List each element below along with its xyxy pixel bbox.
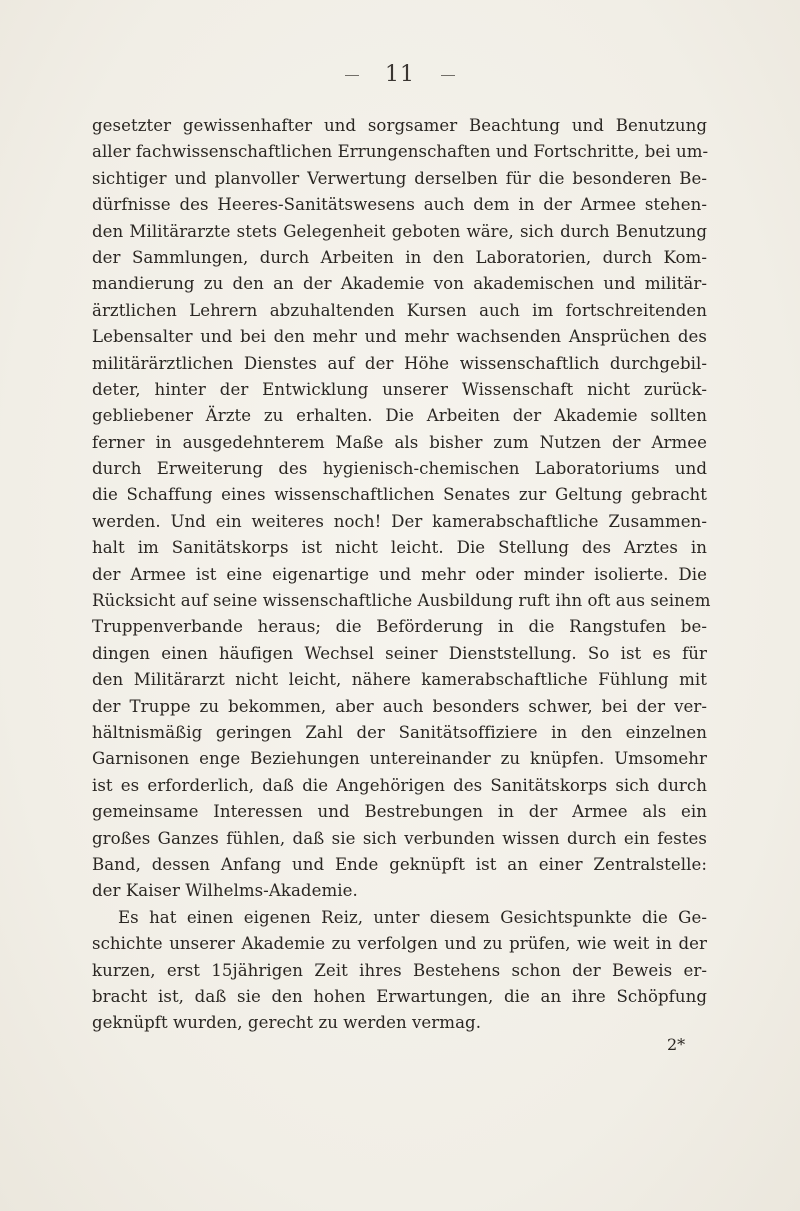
- paragraph-1: [92, 113, 711, 905]
- text-line: aller fachwissenschaftlichen Errungenschaften und Fortschritte, bei um-: [92, 142, 709, 162]
- text-line: dürfnisse des Heeres-Sanitätswesens auch dem in der Armee stehen-: [92, 195, 707, 215]
- text-line: Band, dessen Anfang und Ende geknüpft ist an einer Zentralstelle:: [92, 854, 707, 874]
- text-line: den Militärarzt nicht leicht, nähere kamerabschaftliche Fühlung mit: [92, 670, 707, 690]
- text-line: werden. Und ein weiteres noch! Der kamerabschaftliche Zusammen-: [92, 511, 707, 531]
- paragraph-2: [92, 905, 707, 1037]
- text-line: Truppenverbande heraus; die Beförderung in die Rangstufen be-: [92, 617, 707, 637]
- text-line: halt im Sanitätskorps ist nicht leicht. Die Stellung des Arztes in: [92, 538, 707, 558]
- text-line: Garnisonen enge Beziehungen untereinander zu knüpfen. Umsomehr: [92, 749, 707, 769]
- text-line: geknüpft wurden, gerecht zu werden vermag.: [92, 1013, 482, 1033]
- text-line: bracht ist, daß sie den hohen Erwartungen, die an ihre Schöpfung: [92, 986, 707, 1006]
- text-line: schichte unserer Akademie zu verfolgen und zu prüfen, wie weit in der: [92, 934, 707, 954]
- text-line: den Militärarzte stets Gelegenheit geboten wäre, sich durch Benutzung: [92, 221, 707, 241]
- text-line: mandierung zu den an der Akademie von akademischen und militär-: [92, 274, 707, 294]
- text-line: der Sammlungen, durch Arbeiten in den Laboratorien, durch Kom-: [92, 247, 707, 267]
- header-dash-left: [345, 75, 359, 76]
- text-line: ferner in ausgedehnterem Maße als bisher zum Nutzen der Armee: [92, 432, 707, 452]
- text-line: Rücksicht auf seine wissenschaftliche Ausbildung ruft ihn oft aus seinem: [92, 591, 711, 611]
- text-line: dingen einen häufigen Wechsel seiner Dienststellung. So ist es für: [92, 643, 707, 663]
- text-line: großes Ganzes fühlen, daß sie sich verbunden wissen durch ein festes: [92, 828, 707, 848]
- text-line: Lebensalter und bei den mehr und mehr wachsenden Ansprüchen des: [92, 327, 707, 347]
- text-line: gebliebener Ärzte zu erhalten. Die Arbeiten der Akademie sollten: [92, 406, 707, 426]
- text-line: ist es erforderlich, daß die Angehörigen des Sanitätskorps sich durch: [92, 775, 707, 795]
- text-line: durch Erweiterung des hygienisch-chemischen Laboratoriums und: [92, 459, 707, 479]
- text-line: militärärztlichen Dienstes auf der Höhe wissenschaftlich durchgebil-: [92, 353, 707, 373]
- text-line: die Schaffung eines wissenschaftlichen Senates zur Geltung gebracht: [92, 485, 707, 505]
- text-line: deter, hinter der Entwicklung unserer Wissenschaft nicht zurück-: [92, 379, 707, 399]
- page-header: [0, 62, 800, 87]
- text-line: Es hat einen eigenen Reiz, unter diesem Gesichtspunkte die Ge-: [118, 907, 707, 927]
- text-line: gesetzter gewissenhafter und sorgsamer Beachtung und Benutzung: [92, 116, 707, 135]
- text-line: gemeinsame Interessen und Bestrebungen in der Armee als ein: [92, 802, 707, 822]
- text-line: kurzen, erst 15jährigen Zeit ihres Bestehens schon der Beweis er-: [92, 960, 707, 980]
- text-line: ärztlichen Lehrern abzuhaltenden Kursen auch im fortschreitenden: [92, 300, 707, 320]
- text-line: der Armee ist eine eigenartige und mehr oder minder isolierte. Die: [92, 564, 707, 584]
- text-line: der Kaiser Wilhelms-Akademie.: [92, 881, 358, 901]
- header-dash-right: [441, 75, 455, 76]
- text-line: der Truppe zu bekommen, aber auch besonders schwer, bei der ver-: [92, 696, 707, 716]
- page-number: 11: [385, 62, 415, 87]
- body-text: [92, 113, 711, 1037]
- text-line: sichtiger und planvoller Verwertung derselben für die besonderen Be-: [92, 168, 707, 188]
- signature-mark: 2*: [667, 1035, 686, 1054]
- text-line: hältnismäßig geringen Zahl der Sanitätsoffiziere in den einzelnen: [92, 722, 707, 742]
